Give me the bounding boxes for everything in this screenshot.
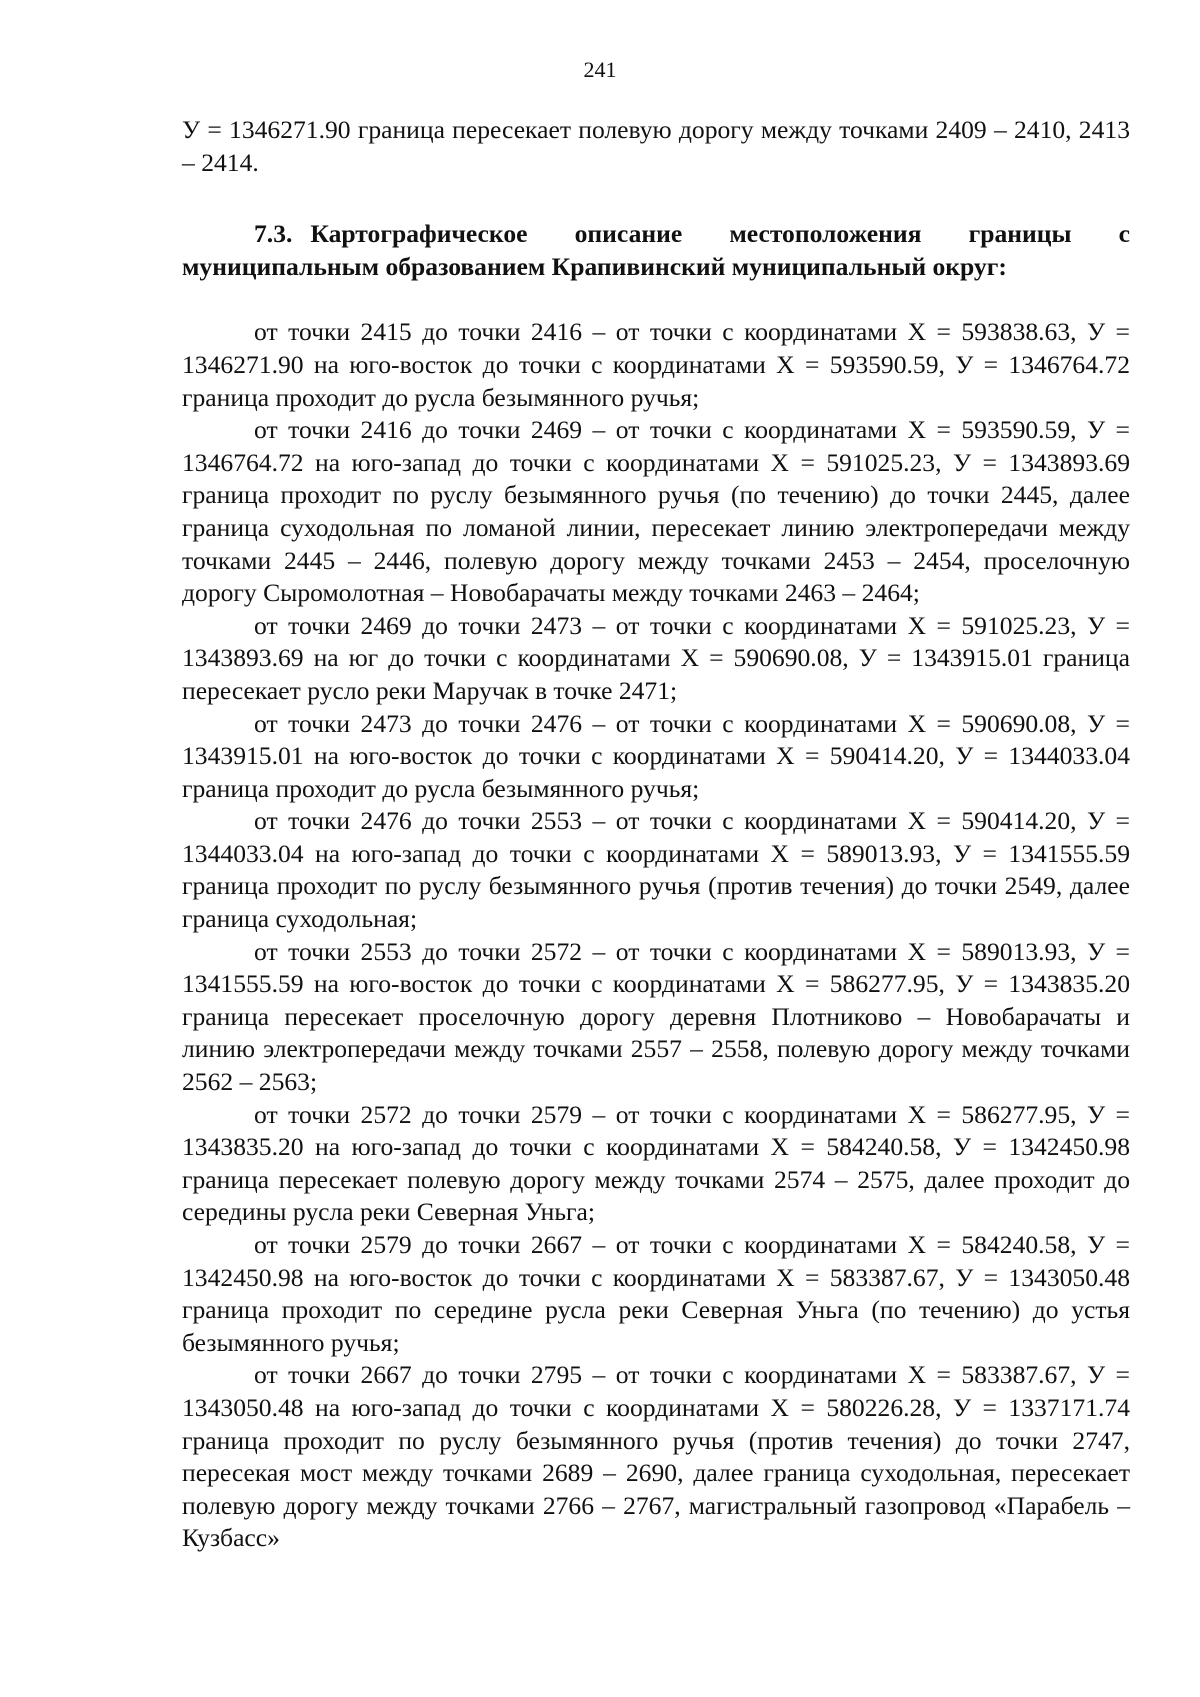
document-body <box>182 114 1130 1555</box>
boundary-paragraph: от точки 2579 до точки 2667 – от точки с координатами Х = 584240.58, У = 1342450.98 на юго-восток до точки с координатами Х = 583387.67, У = 1343050.48 граница проходит по середине русла реки Северная Уньга (по течению) до устья безымянного ручья; <box>182 1230 1130 1357</box>
boundary-paragraph: от точки 2416 до точки 2469 – от точки с координатами Х = 593590.59, У = 1346764.72 на юго-запад до точки с координатами Х = 591025.23, У = 1343893.69 граница проходит по руслу безымянного ручья (по течению) до точки 2445, далее граница суходольная по ломаной линии, пересекает линию электропередачи между точками 2445 – 2446, полевую дорогу между точками 2453 – 2454, проселочную дорогу Сыромолотная – Новобарачаты между точками 2463 – 2464; <box>182 415 1130 608</box>
boundary-paragraph: от точки 2473 до точки 2476 – от точки с координатами Х = 590690.08, У = 1343915.01 на юго-восток до точки с координатами Х = 590414.20, У = 1344033.04 граница проходит до русла безымянного ручья; <box>182 708 1130 803</box>
section-heading <box>182 218 1130 283</box>
section-title: Картографическое описание местоположения границы с муниципальным образованием Крапивинский муниципальный округ: <box>182 219 1130 281</box>
intro-paragraph: У = 1346271.90 граница пересекает полевую дорогу между точками 2409 – 2410, 2413 – 2414. <box>182 115 1130 177</box>
boundary-paragraph: от точки 2667 до точки 2795 – от точки с координатами Х = 583387.67, У = 1343050.48 на юго-запад до точки с координатами Х = 580226.28, У = 1337171.74 граница проходит по руслу безымянного ручья (против течения) до точки 2747, пересекая мост между точками 2689 – 2690, далее граница суходольная, пересекает полевую дорогу между точками 2766 – 2767, магистральный газопровод «Парабель – Кузбасс» <box>182 1360 1130 1553</box>
boundary-paragraph: от точки 2553 до точки 2572 – от точки с координатами Х = 589013.93, У = 1341555.59 на юго-восток до точки с координатами Х = 586277.95, У = 1343835.20 граница пересекает проселочную дорогу деревня Плотниково – Новобарачаты и линию электропередачи между точками 2557 – 2558, полевую дорогу между точками 2562 – 2563; <box>182 936 1130 1097</box>
boundary-paragraph: от точки 2415 до точки 2416 – от точки с координатами Х = 593838.63, У = 1346271.90 на юго-восток до точки с координатами Х = 593590.59, У = 1346764.72 граница проходит до русла безымянного ручья; <box>182 317 1130 412</box>
section-number: 7.3. <box>254 219 293 249</box>
boundary-paragraph: от точки 2476 до точки 2553 – от точки с координатами Х = 590414.20, У = 1344033.04 на юго-запад до точки с координатами Х = 589013.93, У = 1341555.59 граница проходит по руслу безымянного ручья (против течения) до точки 2549, далее граница суходольная; <box>182 806 1130 934</box>
boundary-paragraph: от точки 2469 до точки 2473 – от точки с координатами Х = 591025.23, У = 1343893.69 на юг до точки с координатами Х = 590690.08, У = 1343915.01 граница пересекает русло реки Маручак в точке 2471; <box>182 610 1130 705</box>
page-number: 241 <box>583 57 617 82</box>
boundary-paragraph: от точки 2572 до точки 2579 – от точки с координатами Х = 586277.95, У = 1343835.20 на юго-запад до точки с координатами Х = 584240.58, У = 1342450.98 граница пересекает полевую дорогу между точками 2574 – 2575, далее проходит до середины русла реки Северная Уньга; <box>182 1099 1130 1227</box>
